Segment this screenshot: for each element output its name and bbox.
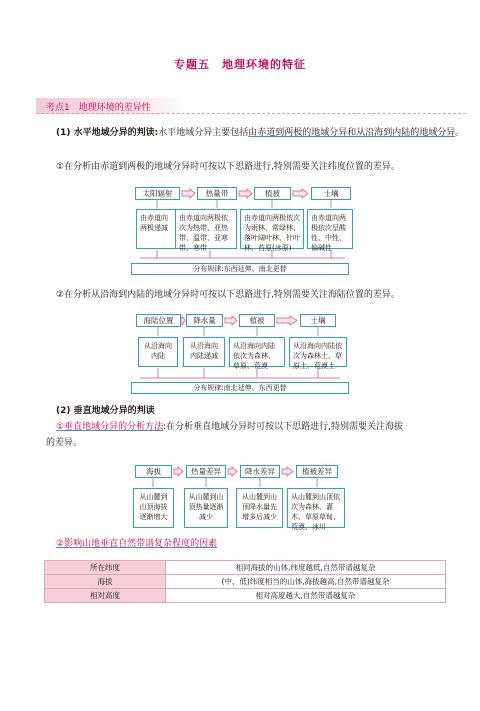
sec2-method-text: :在分析垂直地域分异时可按以下思路进行,特别需要关注海拔 [163, 422, 403, 432]
factor-desc-cell: 相对高度越大,自然带谱越复杂 [166, 589, 446, 603]
d3-desc-0: 从山麓到山顶海拔逐渐增大 [133, 488, 174, 528]
d1-desc-2: 由赤道向两极依次为雨林、常绿林、落叶阔叶林、针叶林、苔原(冰原) [240, 209, 304, 249]
d2-desc-2: 从沿海向内陆依次为森林、草原、荒漠 [229, 337, 285, 367]
d1-header-0: 太阳辐射 [135, 187, 180, 200]
d1-desc-3: 由赤道向两极依次呈酸性、中性、偏碱性 [307, 209, 353, 249]
table-row [45, 589, 446, 603]
d1-desc-1: 由赤道向两极依次为热带、亚热带、温带、亚寒带、寒带 [175, 209, 237, 249]
sec1-text-underlined: 由赤道到两极的地域分异和从沿海到内陆的地域分异 [248, 128, 456, 138]
d1-rule: 分布规律:东西延伸、南北更替 [131, 263, 349, 275]
sec2-heading: (2) 垂直地域分异的判读 [56, 406, 155, 416]
d1-header-3: 土壤 [311, 187, 351, 200]
d2-header-1: 降水量 [186, 314, 223, 327]
factor-cell: 海拔 [45, 575, 166, 589]
sec2-sub2: ②影响山地垂直自然带谱复杂程度的因素 [56, 539, 218, 549]
factor-desc-cell: 相同海拔的山体,纬度越低,自然带谱越复杂 [166, 561, 446, 575]
d3-header-2: 降水差异 [240, 465, 280, 478]
table-row [45, 575, 446, 589]
factor-desc-cell: (中、低)纬度相当的山体,海拔越高,自然带谱越复杂 [166, 575, 446, 589]
d1-desc-0: 由赤道向两极递减 [136, 209, 178, 249]
d3-desc-1: 从山麓到山顶热量逐渐减少 [184, 488, 228, 528]
sec2-method-label: ①垂直地域分异的分析方法 [56, 422, 164, 432]
table-row [45, 561, 446, 575]
sec1-heading: (1) 水平地域分异的判读: [56, 128, 159, 138]
page-title: 专题五 地理环境的特征 [174, 58, 306, 71]
sec2-method-cont: 的差异。 [46, 438, 83, 448]
sec1-text-end: 。 [455, 128, 465, 138]
d2-rule: 分布规律:南北延伸、东西更替 [131, 382, 349, 394]
d3-header-3: 植被差异 [296, 465, 338, 478]
d2-header-3: 土壤 [300, 314, 336, 327]
factor-table [44, 560, 446, 603]
d3-desc-2: 从山麓到山顶降水量先增多后减少 [236, 488, 283, 528]
d3-header-1: 热量差异 [186, 465, 226, 478]
factor-cell: 所在纬度 [45, 561, 166, 575]
d2-header-0: 海陆位置 [136, 314, 181, 327]
d3-desc-3: 从山麓到山顶依次为森林、灌木、草原草甸、荒漠、冰川 [287, 488, 345, 528]
d2-desc-1: 从沿海向内陆递减 [183, 337, 225, 367]
sec1-text-a: 水平地域分异主要包括 [158, 128, 249, 138]
d3-header-0: 海拔 [135, 465, 172, 478]
d2-desc-3: 从沿海向内陆依次为森林土、草原土、荒漠土 [289, 337, 347, 367]
sec1-sub1: ①在分析由赤道到两极的地域分异时可按以下思路进行,特别需要关注纬度位置的差异。 [56, 162, 400, 172]
d2-header-2: 植被 [239, 314, 275, 327]
d1-header-2: 植被 [254, 187, 291, 200]
d1-header-1: 热量带 [197, 187, 237, 200]
sec1-sub2: ②在分析从沿海到内陆的地域分异时可按以下思路进行,特别需要关注海陆位置的差异。 [56, 290, 400, 300]
factor-cell: 相对高度 [45, 589, 166, 603]
kaodian-label: 考点1 地理环境的差异性 [46, 103, 151, 113]
d2-desc-0: 从沿海向内陆 [138, 337, 178, 367]
